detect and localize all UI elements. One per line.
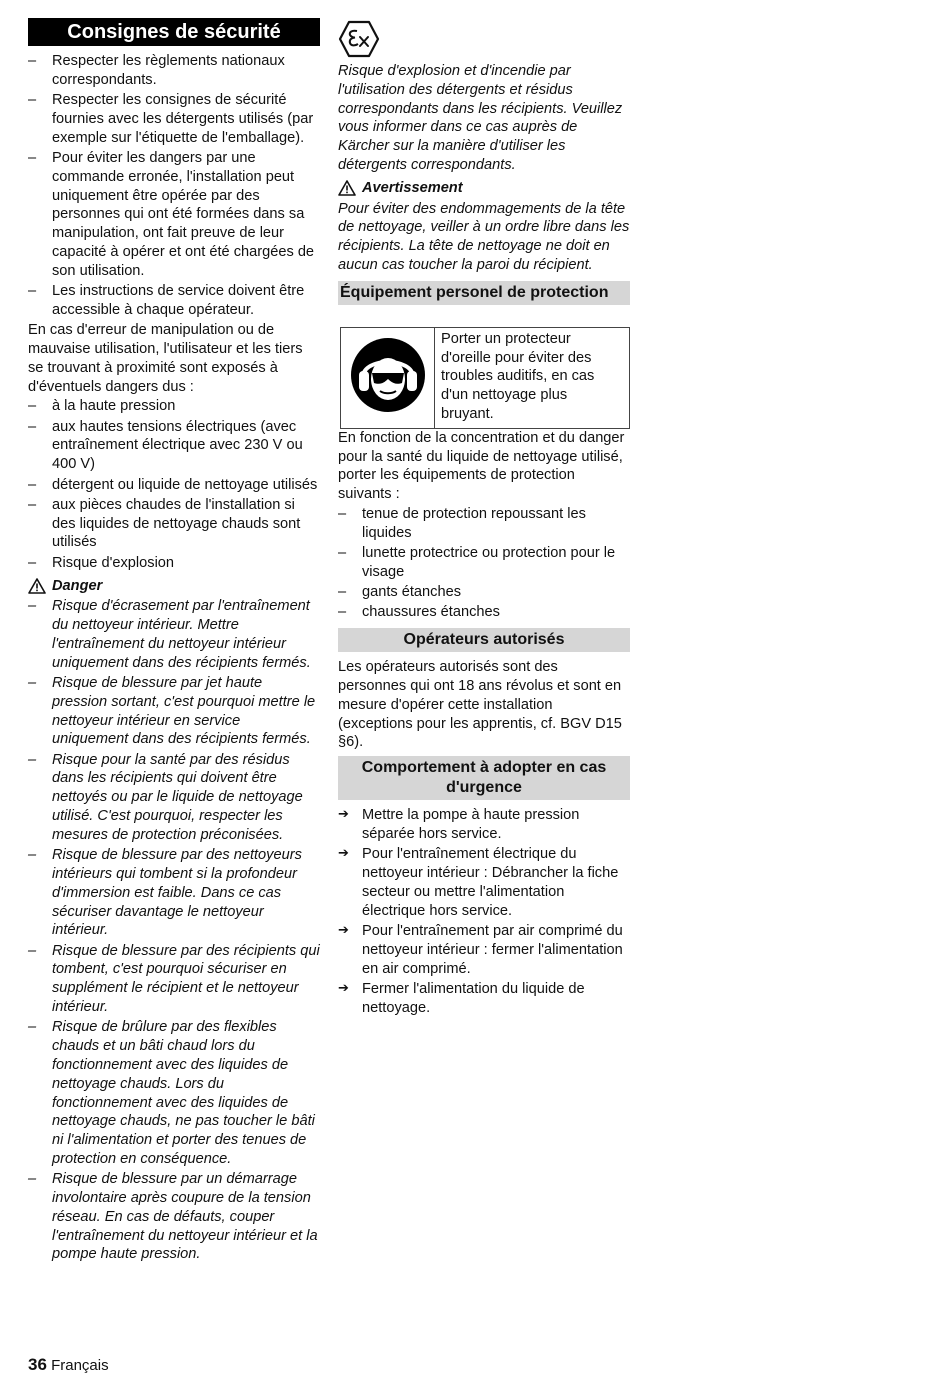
list-item: – Risque de blessure par des nettoyeurs intérieurs qui tombent si la profondeur d'immersion est faible. Dans ce cas sécuriser davantage le nettoyeur intérieur. xyxy=(28,846,320,940)
list-item: – détergent ou liquide de nettoyage utilisés xyxy=(28,476,320,495)
warning-heading xyxy=(338,179,630,198)
ear-eye-protection-icon xyxy=(350,337,426,413)
emergency-list xyxy=(338,806,630,1017)
list-item: – chaussures étanches xyxy=(338,603,630,622)
list-item: – aux pièces chaudes de l'installation si des liquides de nettoyage chauds sont utilisés xyxy=(28,496,320,552)
page-number: 36 xyxy=(28,1355,47,1374)
danger-list xyxy=(28,597,320,1264)
left-column xyxy=(28,18,320,1266)
list-item: – gants étanches xyxy=(338,583,630,602)
list-item: – Risque pour la santé par des résidus dans les récipients qui doivent être nettoyés ou par le liquide de nettoyage utilisé. C'est pourquoi, respecter les mesures de protection préconisées. xyxy=(28,751,320,845)
list-item: – Risque d'explosion xyxy=(28,554,320,573)
ex-warning-text: Risque d'explosion et d'incendie par l'utilisation des détergents et résidus correspondants dans les récipients. Veuillez vous informer dans ce cas auprès de Kärcher sur la manière d'utiliser les détergents correspondants. xyxy=(338,63,623,173)
section-title-operators: Opérateurs autorisés xyxy=(338,628,630,652)
warning-triangle-icon xyxy=(338,180,356,196)
ppe-list xyxy=(338,505,630,622)
list-item: – Risque de blessure par un démarrage involontaire après coupure de la tension réseau. En cas de défauts, couper l'entraînement du nettoyeur intérieur et la pompe haute pression. xyxy=(28,1170,320,1264)
operators-text: Les opérateurs autorisés sont des personnes qui ont 18 ans révolus et sont en mesure d'opérer cette installation (exceptions pour les apprentis, cf. BGV D15 §6). xyxy=(338,659,622,751)
ppe-paragraph: En fonction de la concentration et du danger pour la santé du liquide de nettoyage utilisé, porter les équipements de protection suivants : xyxy=(338,429,625,503)
warning-triangle-icon xyxy=(28,578,46,594)
hazards-list xyxy=(28,397,320,572)
list-item: ➔ Pour l'entraînement électrique du nettoyeur intérieur : Débrancher la fiche secteur ou mettre l'alimentation électrique hors service. xyxy=(338,845,630,920)
list-item: – Respecter les règlements nationaux correspondants. xyxy=(28,52,320,90)
table-row xyxy=(341,327,630,428)
right-column xyxy=(338,18,630,1019)
list-item: – Risque de blessure par jet haute pression sortant, c'est pourquoi mettre le nettoyeur intérieur en service uniquement dans des récipients fermés. xyxy=(28,674,320,749)
danger-heading xyxy=(28,577,320,596)
warning-title: Avertissement xyxy=(362,179,463,196)
section-title-safety: Consignes de sécurité xyxy=(28,18,320,46)
ppe-table xyxy=(340,327,630,429)
footer-language: Français xyxy=(51,1357,109,1374)
list-item: – Risque d'écrasement par l'entraînement du nettoyeur intérieur. Mettre l'entraînement du nettoyeur intérieur uniquement dans des récipients fermés. xyxy=(28,597,320,672)
list-item: – à la haute pression xyxy=(28,397,320,416)
list-item: ➔ Mettre la pompe à haute pression séparée hors service. xyxy=(338,806,630,844)
ppe-icon-cell xyxy=(341,327,435,428)
list-item: – Les instructions de service doivent être accessible à chaque opérateur. xyxy=(28,282,320,320)
list-item: – tenue de protection repoussant les liquides xyxy=(338,505,630,543)
section-title-emergency: Comportement à adopter en cas d'urgence xyxy=(338,756,630,800)
list-item: – Risque de blessure par des récipients qui tombent, c'est pourquoi sécuriser en supplément le récipient et le nettoyeur intérieur. xyxy=(28,942,320,1017)
list-item: – Pour éviter les dangers par une commande erronée, l'installation peut uniquement être opérée par des personnes qui ont été formées dans sa manipulation, ont fait preuve de leur capacité à opérer et ont été chargées de son utilisation. xyxy=(28,149,320,281)
warning-text: Pour éviter des endommagements de la tête de nettoyage, veiller à un ordre libre dans les récipients. La tête de nettoyage ne doit en aucun cas toucher la paroi du récipient. xyxy=(338,200,630,273)
safety-list xyxy=(28,52,320,320)
list-item: – Respecter les consignes de sécurité fournies avec les détergents utilisés (par exemple sur l'étiquette de l'emballage). xyxy=(28,91,320,147)
list-item: ➔ Pour l'entraînement par air comprimé du nettoyeur intérieur : fermer l'alimentation en air comprimé. xyxy=(338,922,630,978)
list-item: ➔ Fermer l'alimentation du liquide de nettoyage. xyxy=(338,980,630,1018)
page-footer xyxy=(28,1356,109,1376)
danger-title: Danger xyxy=(52,577,103,594)
hazards-intro: En cas d'erreur de manipulation ou de mauvaise utilisation, l'utilisateur et les tiers se trouvant à proximité sont exposés à d'éventuels dangers dus : xyxy=(28,322,303,395)
list-item: – aux hautes tensions électriques (avec entraînement électrique avec 230 V ou 400 V) xyxy=(28,418,320,474)
ex-explosion-icon xyxy=(338,20,380,58)
list-item: – lunette protectrice ou protection pour le visage xyxy=(338,544,630,582)
ppe-description: Porter un protecteur d'oreille pour éviter des troubles auditifs, en cas d'un nettoyage plus bruyant. xyxy=(435,327,630,428)
section-title-ppe: Équipement personel de protection xyxy=(338,281,630,305)
list-item: – Risque de brûlure par des flexibles chauds et un bâti chaud lors du fonctionnement avec des liquides de nettoyage chauds. Lors du fonctionnement avec des liquides de nettoyage chauds, ne pas toucher le bâti ni l'alimentation et porter des tenues de protection en conséquence. xyxy=(28,1018,320,1168)
